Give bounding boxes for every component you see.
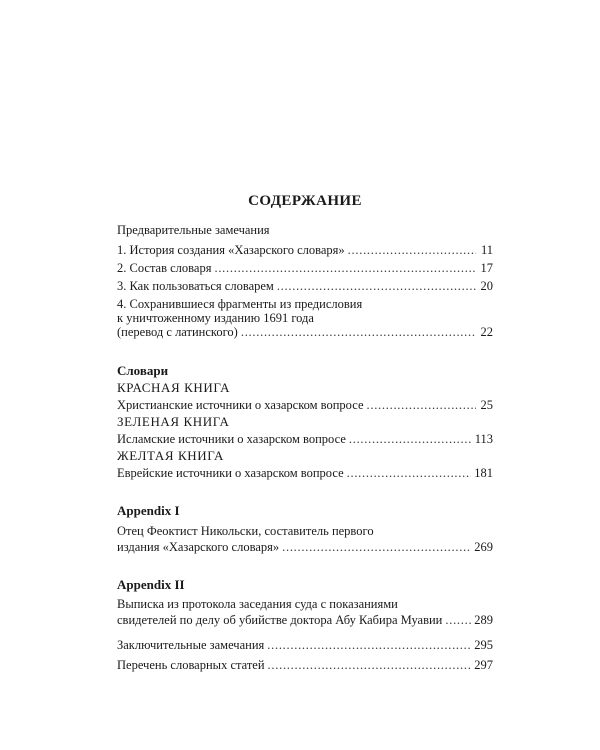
toc-entry-text: Христианские источники о хазарском вопросе	[117, 398, 364, 412]
toc-entry-page: 20	[480, 279, 493, 293]
toc-entry-page: 22	[480, 325, 493, 339]
appendix2-heading: Appendix II	[117, 577, 185, 592]
toc-page	[117, 0, 493, 750]
dot-leader	[445, 612, 471, 628]
preliminary-heading: Предварительные замечания	[117, 223, 270, 237]
toc-entry-text: 2. Состав словаря	[117, 261, 212, 275]
toc-entry-page: 269	[474, 540, 493, 554]
page-title: СОДЕРЖАНИЕ	[248, 193, 362, 209]
appendix1-heading: Appendix I	[117, 503, 180, 518]
toc-entry-text: свидетелей по делу об убийстве доктора Абу Кабира Муавии	[117, 613, 443, 627]
toc-entry-feoktist-line1[interactable]: Отец Феоктист Никольски, составитель первого	[117, 524, 374, 538]
toc-entry-protocol-line1[interactable]: Выписка из протокола заседания суда с показаниями	[117, 597, 398, 611]
toc-entry-history[interactable]	[117, 242, 493, 258]
toc-entry-christian-sources[interactable]	[117, 397, 493, 413]
toc-entry-page: 17	[480, 261, 493, 275]
toc-entry-text: Заключительные замечания	[117, 638, 265, 652]
toc-entry-article-list[interactable]	[117, 657, 493, 673]
red-book-title: КРАСНАЯ КНИГА	[117, 380, 231, 395]
toc-entry-page: 113	[474, 432, 493, 446]
toc-entry-fragments-line1[interactable]: 4. Сохранившиеся фрагменты из предисловия	[117, 297, 363, 311]
toc-entry-page: 181	[474, 466, 493, 480]
dot-leader	[282, 539, 471, 555]
toc-entry-feoktist[interactable]	[117, 539, 493, 555]
toc-entry-page: 25	[480, 398, 493, 412]
toc-entry-fragments-line2[interactable]: к уничтоженному изданию 1691 года	[117, 311, 314, 325]
dot-leader	[277, 278, 476, 294]
green-book-title: ЗЕЛЕНАЯ КНИГА	[117, 414, 230, 429]
toc-entry-closing-remarks[interactable]	[117, 637, 493, 653]
dot-leader	[267, 637, 471, 653]
toc-entry-composition[interactable]	[117, 260, 493, 276]
dictionaries-heading: Словари	[117, 363, 169, 378]
toc-entry-text: Перечень словарных статей	[117, 658, 265, 672]
toc-entry-text: (перевод с латинского)	[117, 325, 238, 339]
toc-entry-protocol[interactable]	[117, 612, 493, 628]
toc-entry-page: 297	[474, 658, 493, 672]
toc-entry-fragments[interactable]	[117, 324, 493, 340]
toc-entry-page: 11	[480, 243, 493, 257]
toc-entry-text: Еврейские источники о хазарском вопросе	[117, 466, 344, 480]
dot-leader	[241, 324, 476, 340]
toc-entry-page: 295	[474, 638, 493, 652]
toc-entry-text: 3. Как пользоваться словарем	[117, 279, 274, 293]
toc-entry-text: издания «Хазарского словаря»	[117, 540, 280, 554]
dot-leader	[214, 260, 476, 276]
toc-entry-text: 1. История создания «Хазарского словаря»	[117, 243, 345, 257]
toc-entry-page: 289	[474, 613, 493, 627]
dot-leader	[348, 242, 476, 258]
dot-leader	[349, 431, 472, 447]
dot-leader	[268, 657, 472, 673]
toc-entry-text: Исламские источники о хазарском вопросе	[117, 432, 346, 446]
dot-leader	[367, 397, 477, 413]
yellow-book-title: ЖЕЛТАЯ КНИГА	[117, 448, 224, 463]
dot-leader	[347, 465, 472, 481]
toc-entry-islamic-sources[interactable]	[117, 431, 493, 447]
toc-entry-jewish-sources[interactable]	[117, 465, 493, 481]
toc-entry-how-to-use[interactable]	[117, 278, 493, 294]
